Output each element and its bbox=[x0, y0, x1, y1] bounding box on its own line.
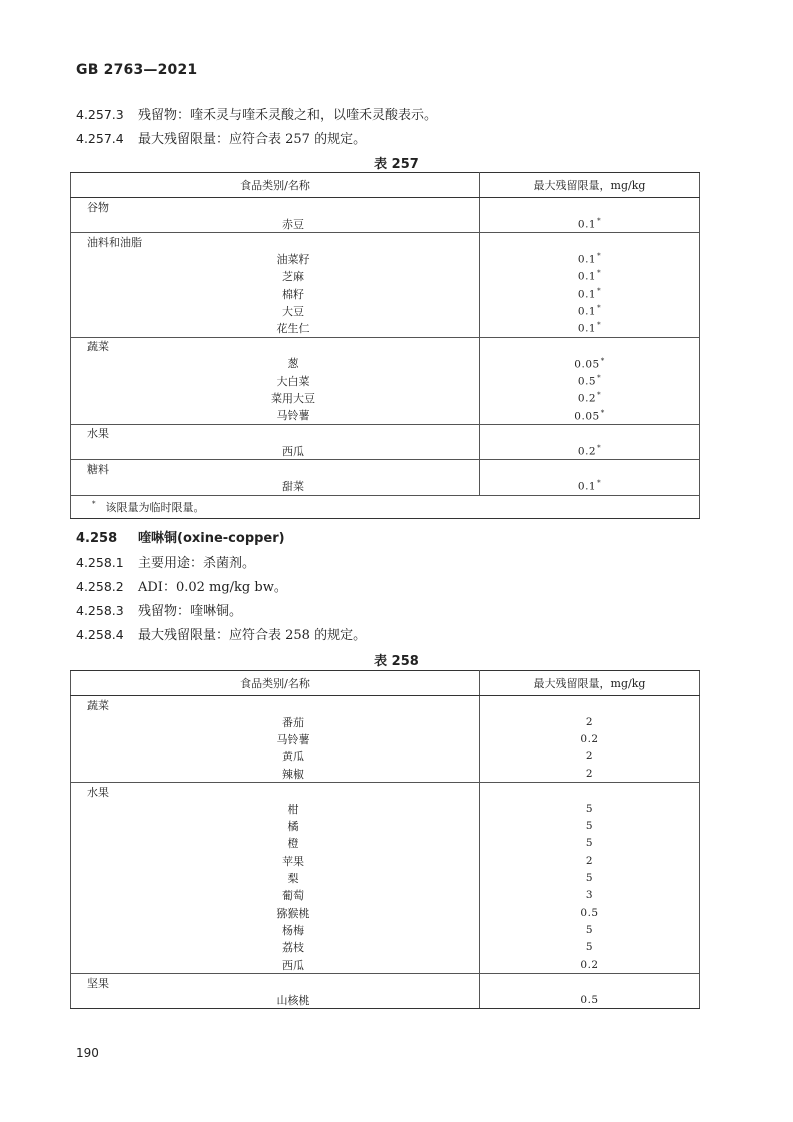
category-row bbox=[71, 974, 700, 992]
footnote-mark: * bbox=[597, 373, 602, 382]
footnote-mark: * bbox=[597, 269, 602, 278]
food-name: 猕猴桃 bbox=[71, 904, 480, 921]
food-name: 西瓜 bbox=[71, 442, 480, 460]
category-value-cell bbox=[480, 424, 700, 442]
mrl-value bbox=[480, 921, 700, 938]
category-row bbox=[71, 198, 700, 216]
mrl-value bbox=[480, 991, 700, 1009]
category-row bbox=[71, 233, 700, 251]
mrl-value bbox=[480, 765, 700, 783]
table-footnote bbox=[71, 495, 700, 518]
mrl-number: 5 bbox=[585, 802, 594, 815]
category-name: 谷物 bbox=[71, 198, 480, 216]
table-row bbox=[71, 372, 700, 389]
table-row bbox=[71, 442, 700, 460]
mrl-value bbox=[480, 302, 700, 319]
mrl-number: 0.2 bbox=[577, 445, 597, 458]
column-header-mrl: 最大残留限量，mg/kg bbox=[480, 173, 700, 198]
table-row bbox=[71, 477, 700, 495]
food-name: 菜用大豆 bbox=[71, 389, 480, 406]
mrl-value bbox=[480, 372, 700, 389]
mrl-value bbox=[480, 730, 700, 747]
category-value-cell bbox=[480, 337, 700, 355]
food-name: 油菜籽 bbox=[71, 250, 480, 267]
footnote-mark: * bbox=[600, 408, 605, 417]
food-name: 荔枝 bbox=[71, 939, 480, 956]
mrl-number: 0.1 bbox=[577, 270, 597, 283]
table-257-caption: 表 257 bbox=[374, 157, 419, 172]
mrl-value bbox=[480, 713, 700, 730]
column-header-food: 食品类别/名称 bbox=[71, 671, 480, 696]
mrl-number: 3 bbox=[585, 889, 594, 902]
footnote-mark: * bbox=[597, 479, 602, 488]
mrl-number: 0.5 bbox=[580, 993, 599, 1006]
table-row bbox=[71, 956, 700, 974]
clause-4-258-1 bbox=[76, 552, 255, 571]
clause-4-258-3 bbox=[76, 600, 242, 619]
table-258-caption: 表 258 bbox=[374, 654, 419, 669]
food-name: 甜菜 bbox=[71, 477, 480, 495]
footnote-text: 该限量为临时限量。 bbox=[105, 500, 205, 514]
mrl-number: 5 bbox=[585, 941, 594, 954]
clause-number: 4.258.4 bbox=[76, 627, 124, 642]
food-name: 橙 bbox=[71, 835, 480, 852]
category-value-cell bbox=[480, 974, 700, 992]
table-row bbox=[71, 285, 700, 302]
footnote-mark: * bbox=[600, 356, 605, 365]
category-name: 坚果 bbox=[71, 974, 480, 992]
category-name: 水果 bbox=[71, 424, 480, 442]
section-number: 4.258 bbox=[76, 531, 118, 546]
column-header-food: 食品类别/名称 bbox=[71, 173, 480, 198]
food-name: 橘 bbox=[71, 817, 480, 834]
mrl-value bbox=[480, 939, 700, 956]
category-name: 蔬菜 bbox=[71, 337, 480, 355]
footnote-mark: * bbox=[597, 321, 602, 330]
clause-4-257-4 bbox=[76, 128, 366, 147]
food-name: 葱 bbox=[71, 355, 480, 372]
mrl-number: 0.05 bbox=[574, 358, 600, 371]
food-name: 大豆 bbox=[71, 302, 480, 319]
category-name: 水果 bbox=[71, 783, 480, 801]
mrl-value bbox=[480, 904, 700, 921]
table-row bbox=[71, 887, 700, 904]
category-row bbox=[71, 696, 700, 714]
clause-text: 残留物：喹禾灵与喹禾灵酸之和，以喹禾灵酸表示。 bbox=[138, 108, 438, 123]
clause-number: 4.258.3 bbox=[76, 603, 124, 618]
food-name: 马铃薯 bbox=[71, 407, 480, 425]
table-row bbox=[71, 939, 700, 956]
footnote-mark: * bbox=[597, 391, 602, 400]
mrl-value bbox=[480, 835, 700, 852]
food-name: 杨梅 bbox=[71, 921, 480, 938]
food-name: 棉籽 bbox=[71, 285, 480, 302]
food-name: 葡萄 bbox=[71, 887, 480, 904]
mrl-value bbox=[480, 389, 700, 406]
clause-4-258-2 bbox=[76, 576, 287, 595]
mrl-number: 0.2 bbox=[580, 958, 599, 971]
mrl-number: 2 bbox=[585, 715, 594, 728]
clause-text: 最大残留限量：应符合表 257 的规定。 bbox=[138, 132, 367, 147]
mrl-number: 0.5 bbox=[577, 375, 597, 388]
mrl-value bbox=[480, 817, 700, 834]
mrl-value bbox=[480, 477, 700, 495]
mrl-number: 0.1 bbox=[577, 288, 597, 301]
mrl-value bbox=[480, 869, 700, 886]
clause-number: 4.258.1 bbox=[76, 555, 124, 570]
mrl-number: 0.1 bbox=[577, 253, 597, 266]
mrl-value bbox=[480, 355, 700, 372]
table-row bbox=[71, 991, 700, 1009]
table-row bbox=[71, 713, 700, 730]
column-header-mrl: 最大残留限量，mg/kg bbox=[480, 671, 700, 696]
mrl-number: 2 bbox=[585, 750, 594, 763]
table-row bbox=[71, 268, 700, 285]
mrl-number: 2 bbox=[585, 767, 594, 780]
footnote-mark: * bbox=[597, 443, 602, 452]
category-name: 油料和油脂 bbox=[71, 233, 480, 251]
food-name: 西瓜 bbox=[71, 956, 480, 974]
mrl-value bbox=[480, 956, 700, 974]
food-name: 花生仁 bbox=[71, 319, 480, 337]
table-257 bbox=[70, 172, 700, 519]
food-name: 辣椒 bbox=[71, 765, 480, 783]
food-name: 山核桃 bbox=[71, 991, 480, 1009]
mrl-value bbox=[480, 442, 700, 460]
category-value-cell bbox=[480, 233, 700, 251]
category-row bbox=[71, 460, 700, 478]
mrl-value bbox=[480, 268, 700, 285]
table-row bbox=[71, 407, 700, 425]
table-row bbox=[71, 215, 700, 233]
mrl-value bbox=[480, 407, 700, 425]
mrl-number: 0.1 bbox=[577, 322, 597, 335]
mrl-value bbox=[480, 800, 700, 817]
clause-text: 残留物：喹啉铜。 bbox=[138, 604, 243, 619]
table-row bbox=[71, 817, 700, 834]
table-footnote-row bbox=[71, 495, 700, 518]
table-row bbox=[71, 765, 700, 783]
mrl-number: 0.1 bbox=[577, 480, 597, 493]
table-row bbox=[71, 748, 700, 765]
category-name: 糖料 bbox=[71, 460, 480, 478]
table-row bbox=[71, 355, 700, 372]
mrl-value bbox=[480, 887, 700, 904]
footnote-mark: * bbox=[597, 304, 602, 313]
table-row bbox=[71, 319, 700, 337]
clause-4-257-3 bbox=[76, 104, 437, 123]
standard-header: GB 2763—2021 bbox=[76, 62, 198, 78]
footnote-mark: * bbox=[92, 499, 96, 508]
category-name: 蔬菜 bbox=[71, 696, 480, 714]
mrl-number: 0.2 bbox=[577, 392, 597, 405]
footnote-mark: * bbox=[597, 216, 602, 225]
footnote-mark: * bbox=[597, 286, 602, 295]
clause-text: 主要用途：杀菌剂。 bbox=[138, 556, 256, 571]
clause-number: 4.257.3 bbox=[76, 107, 124, 122]
section-heading: 喹啉铜(oxine-copper) bbox=[138, 531, 285, 546]
mrl-number: 2 bbox=[585, 854, 594, 867]
mrl-value bbox=[480, 852, 700, 869]
table-row bbox=[71, 389, 700, 406]
food-name: 梨 bbox=[71, 869, 480, 886]
clause-text: ADI：0.02 mg/kg bw。 bbox=[138, 580, 287, 595]
table-row bbox=[71, 250, 700, 267]
table-row bbox=[71, 800, 700, 817]
mrl-number: 0.1 bbox=[577, 305, 597, 318]
food-name: 番茄 bbox=[71, 713, 480, 730]
food-name: 柑 bbox=[71, 800, 480, 817]
mrl-number: 0.2 bbox=[580, 732, 599, 745]
mrl-number: 5 bbox=[585, 837, 594, 850]
category-row bbox=[71, 337, 700, 355]
section-4-258-title bbox=[76, 527, 285, 546]
table-row bbox=[71, 852, 700, 869]
table-row bbox=[71, 921, 700, 938]
table-258 bbox=[70, 670, 700, 1009]
category-value-cell bbox=[480, 696, 700, 714]
category-value-cell bbox=[480, 198, 700, 216]
mrl-number: 5 bbox=[585, 923, 594, 936]
category-value-cell bbox=[480, 460, 700, 478]
footnote-mark: * bbox=[597, 252, 602, 261]
mrl-number: 5 bbox=[585, 872, 594, 885]
mrl-value bbox=[480, 215, 700, 233]
food-name: 芝麻 bbox=[71, 268, 480, 285]
category-row bbox=[71, 783, 700, 801]
food-name: 赤豆 bbox=[71, 215, 480, 233]
mrl-number: 0.1 bbox=[577, 218, 597, 231]
category-row bbox=[71, 424, 700, 442]
clause-text: 最大残留限量：应符合表 258 的规定。 bbox=[138, 628, 367, 643]
clause-number: 4.257.4 bbox=[76, 131, 124, 146]
food-name: 大白菜 bbox=[71, 372, 480, 389]
table-row bbox=[71, 869, 700, 886]
mrl-value bbox=[480, 748, 700, 765]
clause-number: 4.258.2 bbox=[76, 579, 124, 594]
mrl-number: 5 bbox=[585, 820, 594, 833]
food-name: 马铃薯 bbox=[71, 730, 480, 747]
mrl-number: 0.5 bbox=[580, 906, 599, 919]
mrl-value bbox=[480, 250, 700, 267]
table-row bbox=[71, 730, 700, 747]
table-row bbox=[71, 835, 700, 852]
food-name: 苹果 bbox=[71, 852, 480, 869]
mrl-value bbox=[480, 319, 700, 337]
page-number: 190 bbox=[76, 1046, 99, 1060]
category-value-cell bbox=[480, 783, 700, 801]
table-row bbox=[71, 904, 700, 921]
mrl-number: 0.05 bbox=[574, 410, 600, 423]
clause-4-258-4 bbox=[76, 624, 366, 643]
food-name: 黄瓜 bbox=[71, 748, 480, 765]
mrl-value bbox=[480, 285, 700, 302]
table-row bbox=[71, 302, 700, 319]
